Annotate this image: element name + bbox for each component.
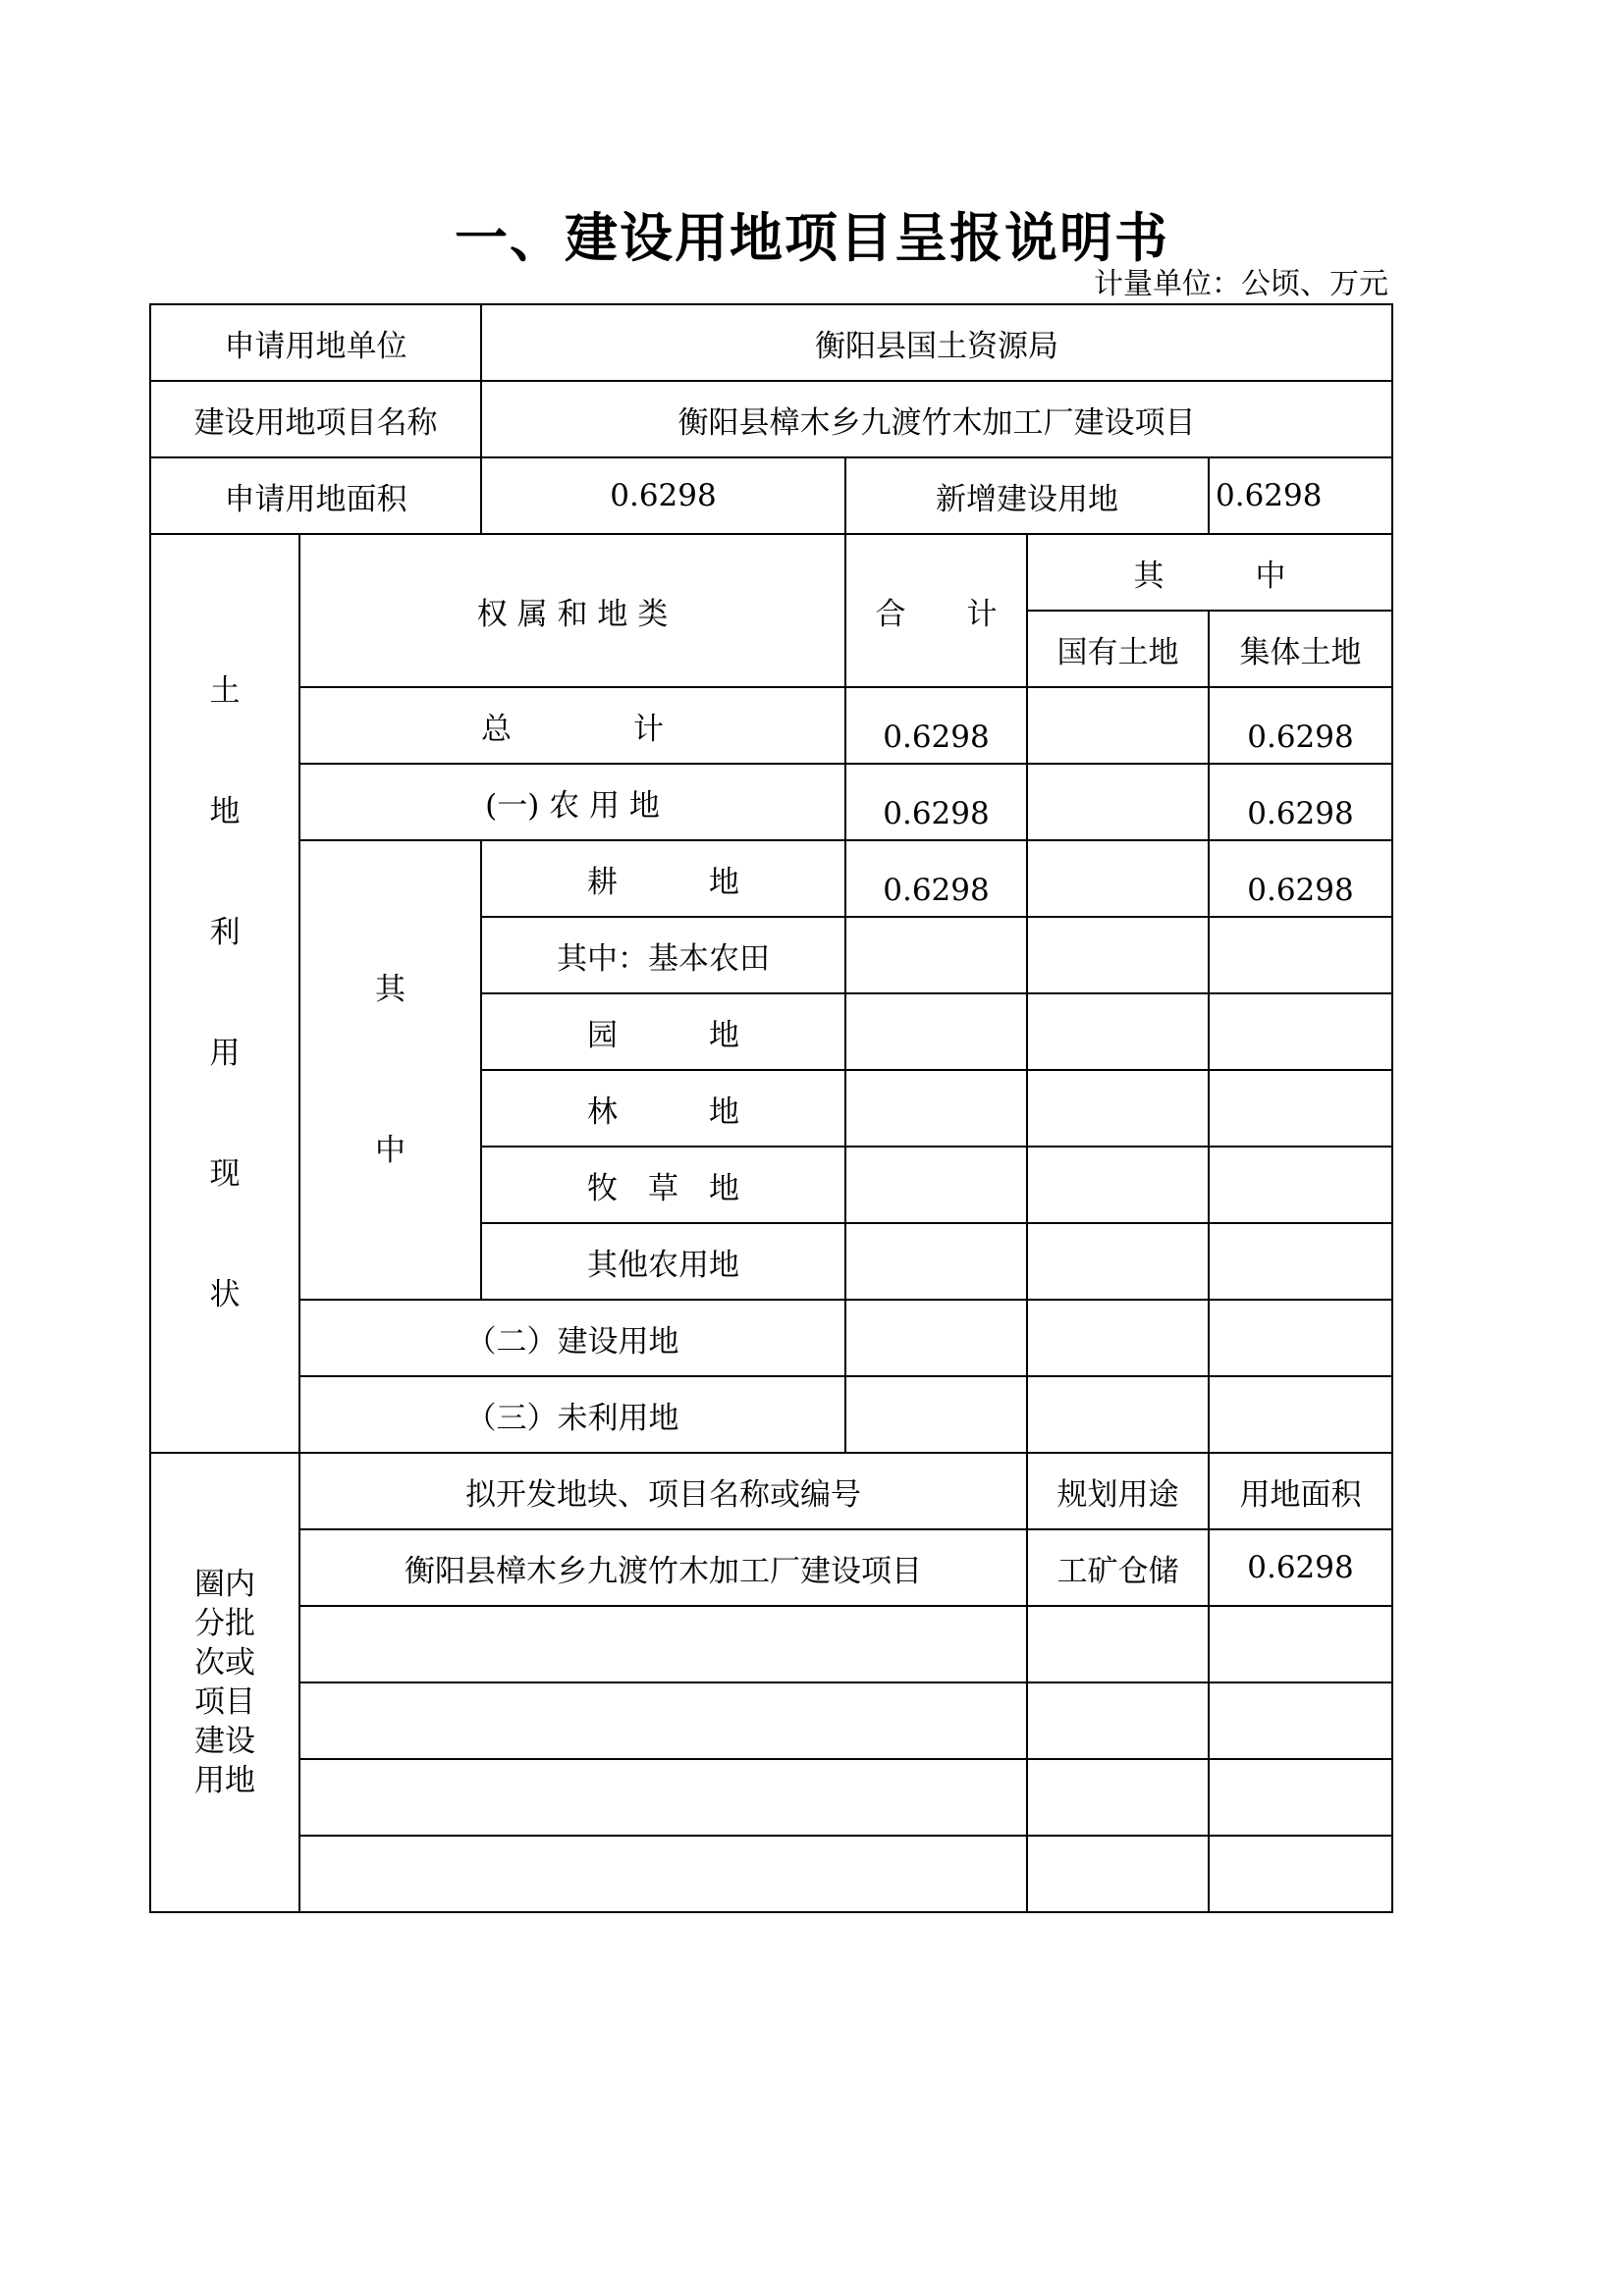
cell-state — [1027, 1376, 1209, 1453]
cell-total: 0.6298 — [845, 687, 1027, 764]
cell-collective — [1209, 1300, 1392, 1376]
cell-total — [845, 1147, 1027, 1223]
applicant-value: 衡阳县国土资源局 — [481, 304, 1392, 381]
batch-row-name — [299, 1759, 1027, 1836]
report-table — [149, 303, 1393, 1913]
row-label-garden: 园 地 — [481, 993, 845, 1070]
cell-total — [845, 1223, 1027, 1300]
cell-total — [845, 1070, 1027, 1147]
cell-collective — [1209, 1376, 1392, 1453]
cell-state — [1027, 840, 1209, 917]
cell-collective — [1209, 993, 1392, 1070]
cell-state — [1027, 1223, 1209, 1300]
among-group-label: 其 中 — [299, 840, 481, 1300]
batch-row-name — [299, 1606, 1027, 1682]
cell-state — [1027, 1070, 1209, 1147]
cell-collective: 0.6298 — [1209, 764, 1392, 840]
cell-total — [845, 993, 1027, 1070]
cell-state — [1027, 1147, 1209, 1223]
batch-row-area — [1209, 1836, 1392, 1912]
batch-header-area: 用地面积 — [1209, 1453, 1392, 1529]
cell-state — [1027, 917, 1209, 993]
row-label-forest: 林 地 — [481, 1070, 845, 1147]
header-collective-land: 集体土地 — [1209, 611, 1392, 687]
cell-collective — [1209, 1147, 1392, 1223]
cell-collective — [1209, 1070, 1392, 1147]
batch-row-name: 衡阳县樟木乡九渡竹木加工厂建设项目 — [299, 1529, 1027, 1606]
row-label-basic-farmland: 其中：基本农田 — [481, 917, 845, 993]
cell-total: 0.6298 — [845, 840, 1027, 917]
cell-state — [1027, 687, 1209, 764]
batch-row-area — [1209, 1606, 1392, 1682]
batch-row-use: 工矿仓储 — [1027, 1529, 1209, 1606]
header-total: 合 计 — [845, 534, 1027, 687]
cell-state — [1027, 993, 1209, 1070]
batch-row-use — [1027, 1606, 1209, 1682]
land-use-side-label: 土 地 利 用 现 状 — [150, 534, 299, 1453]
applicant-label: 申请用地单位 — [150, 304, 481, 381]
area-label: 申请用地面积 — [150, 457, 481, 534]
cell-collective: 0.6298 — [1209, 840, 1392, 917]
row-label-unused: （三）未利用地 — [299, 1376, 845, 1453]
batch-row-area — [1209, 1759, 1392, 1836]
batch-row-use — [1027, 1682, 1209, 1759]
cell-total: 0.6298 — [845, 764, 1027, 840]
project-label: 建设用地项目名称 — [150, 381, 481, 457]
cell-total — [845, 917, 1027, 993]
unit-note: 计量单位：公顷、万元 — [1094, 267, 1388, 301]
header-state-land: 国有土地 — [1027, 611, 1209, 687]
header-among: 其 中 — [1027, 534, 1392, 611]
cell-collective: 0.6298 — [1209, 687, 1392, 764]
new-construction-label: 新增建设用地 — [845, 457, 1209, 534]
batch-row-use — [1027, 1759, 1209, 1836]
batch-row-use — [1027, 1836, 1209, 1912]
batch-header-use: 规划用途 — [1027, 1453, 1209, 1529]
cell-state — [1027, 1300, 1209, 1376]
batch-row-name — [299, 1836, 1027, 1912]
cell-collective — [1209, 1223, 1392, 1300]
cell-collective — [1209, 917, 1392, 993]
row-label-construction: （二）建设用地 — [299, 1300, 845, 1376]
batch-header-name: 拟开发地块、项目名称或编号 — [299, 1453, 1027, 1529]
row-label-pasture: 牧 草 地 — [481, 1147, 845, 1223]
batch-row-name — [299, 1682, 1027, 1759]
batch-side-label: 圈内 分批 次或 项目 建设 用地 — [150, 1453, 299, 1912]
batch-row-area: 0.6298 — [1209, 1529, 1392, 1606]
new-construction-value: 0.6298 — [1209, 457, 1392, 534]
cell-total — [845, 1376, 1027, 1453]
batch-row-area — [1209, 1682, 1392, 1759]
header-category: 权 属 和 地 类 — [299, 534, 845, 687]
cell-total — [845, 1300, 1027, 1376]
cell-state — [1027, 764, 1209, 840]
page-title: 一、建设用地项目呈报说明书 — [455, 207, 1169, 269]
area-value: 0.6298 — [481, 457, 845, 534]
row-label-total: 总 计 — [299, 687, 845, 764]
row-label-agricultural: (一) 农 用 地 — [299, 764, 845, 840]
row-label-cultivated: 耕 地 — [481, 840, 845, 917]
project-value: 衡阳县樟木乡九渡竹木加工厂建设项目 — [481, 381, 1392, 457]
row-label-other-agri: 其他农用地 — [481, 1223, 845, 1300]
